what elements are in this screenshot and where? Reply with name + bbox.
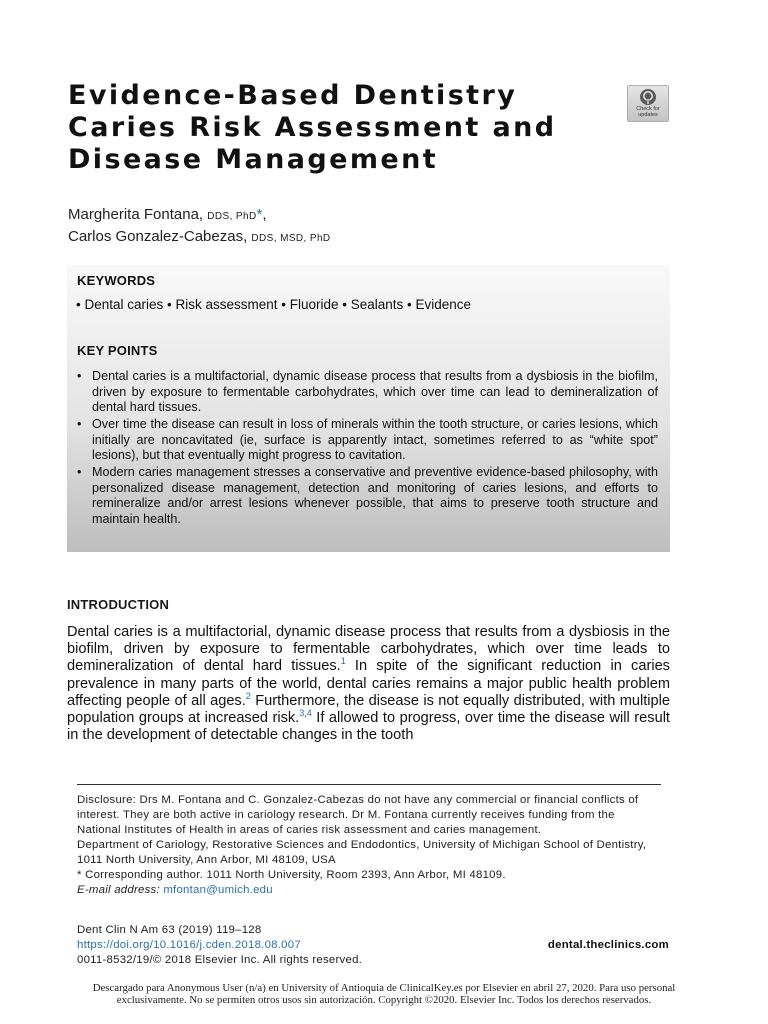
check-for-updates-icon: [639, 88, 657, 106]
citation-link[interactable]: 2: [245, 690, 251, 701]
keywords-keypoints-box: [67, 265, 670, 552]
key-point-item: • Over time the disease can result in loss of minerals within the tooth structure, or caries lesions, which initially are noncavitated (ie, surface is apparently intact, sometimes referred to as “white spot” lesions), but that eventually might progress to cavitation.: [77, 417, 658, 462]
footnote-divider: [77, 784, 661, 785]
check-for-updates-badge[interactable]: [627, 85, 669, 122]
keywords-list: • Dental caries • Risk assessment • Fluoride • Sealants • Evidence: [76, 297, 472, 312]
author-line: Margherita Fontana, DDS, PhD*,: [68, 206, 267, 223]
citation-link[interactable]: 1: [340, 656, 346, 667]
author-degrees: DDS, PhD: [207, 211, 257, 222]
corresponding-author-note: * Corresponding author. 1011 North University, Room 2393, Ann Arbor, MI 48109.: [77, 869, 506, 881]
introduction-paragraph: Dental caries is a multifactorial, dynamic disease process that results from a dysbiosis in the biofilm, driven by exposure to fermentable carbohydrates, which over time leads to demineralization of dental hard tissues.$^1$ In spite of the significant reduction in caries prevalence in many parts of the world, dental caries remains a major public health problem affecting people of all ages.$^2$ Furthermore, the disease is not equally distributed, with multiple population groups at increased risk.$^{3,4}$ If allowed to progress, over time the disease will result in the development of detectable changes in the tooth: [67, 624, 671, 744]
journal-info: [77, 923, 669, 968]
corresponding-author-mark[interactable]: *: [256, 206, 263, 223]
disclosure-note: Disclosure: Drs M. Fontana and C. Gonzalez-Cabezas do not have any commercial or financial conflicts of interest. They are both active in cariology research. Dr M. Fontana currently receives funding from the National Institutes of Health in areas of caries risk assessment and caries management.: [77, 794, 639, 836]
title-line: Disease Management: [68, 144, 438, 175]
doi-link[interactable]: https://doi.org/10.1016/j.cden.2018.08.007: [77, 939, 301, 951]
download-notice: Descargado para Anonymous User (n/a) en University of Antioquia de ClinicalKey.es por Elsevier en abril 27, 2020. Para uso personal exclusivamente. No se permiten otros usos sin autorización. Copyright ©2020. Elsevier Inc. Todos los derechos reservados.: [92, 982, 676, 1006]
author-name: Margherita Fontana,: [68, 206, 204, 223]
journal-site-link[interactable]: dental.theclinics.com: [547, 939, 669, 951]
key-points-heading: KEY POINTS: [77, 343, 158, 358]
citation-link[interactable]: 3,4: [299, 708, 312, 719]
journal-citation: Dent Clin N Am 63 (2019) 119–128: [77, 924, 262, 936]
key-point-item: • Modern caries management stresses a conservative and preventive evidence-based philosophy, with personalized disease management, detection and monitoring of caries lesions, and efforts to remineralize and/or arrest lesions whenever possible, that aims to preserve tooth structure and maintain health.: [77, 465, 658, 526]
email-link[interactable]: mfontan@umich.edu: [163, 884, 273, 896]
article-title: [68, 80, 608, 176]
email-label: E-mail address:: [77, 884, 160, 896]
badge-label: Check for updates: [636, 106, 660, 118]
footnotes: [77, 793, 661, 898]
title-line: Evidence-Based Dentistry: [68, 80, 518, 111]
keywords-heading: KEYWORDS: [77, 273, 156, 288]
key-points-list: [76, 369, 658, 529]
bullet: •: [77, 369, 82, 383]
title-line: Caries Risk Assessment and: [68, 112, 557, 143]
bullet: •: [77, 417, 82, 431]
introduction-heading: INTRODUCTION: [67, 597, 170, 612]
email-line: [77, 883, 661, 898]
author-line: [68, 227, 331, 249]
affiliation-note: Department of Cariology, Restorative Sciences and Endodontics, University of Michigan School of Dentistry, 1011 North University, Ann Arbor, MI 48109, USA: [77, 839, 647, 866]
key-point-item: • Dental caries is a multifactorial, dynamic disease process that results from a dysbiosis in the biofilm, driven by exposure to fermentable carbohydrates, which over time can lead to demineralization of dental hard tissues.: [77, 369, 658, 414]
bullet: •: [77, 465, 82, 479]
author-list: [68, 205, 331, 249]
author-degrees: DDS, MSD, PhD: [251, 233, 331, 244]
author-name: Carlos Gonzalez-Cabezas,: [68, 228, 248, 245]
copyright-line: 0011-8532/19/© 2018 Elsevier Inc. All rights reserved.: [77, 954, 363, 966]
